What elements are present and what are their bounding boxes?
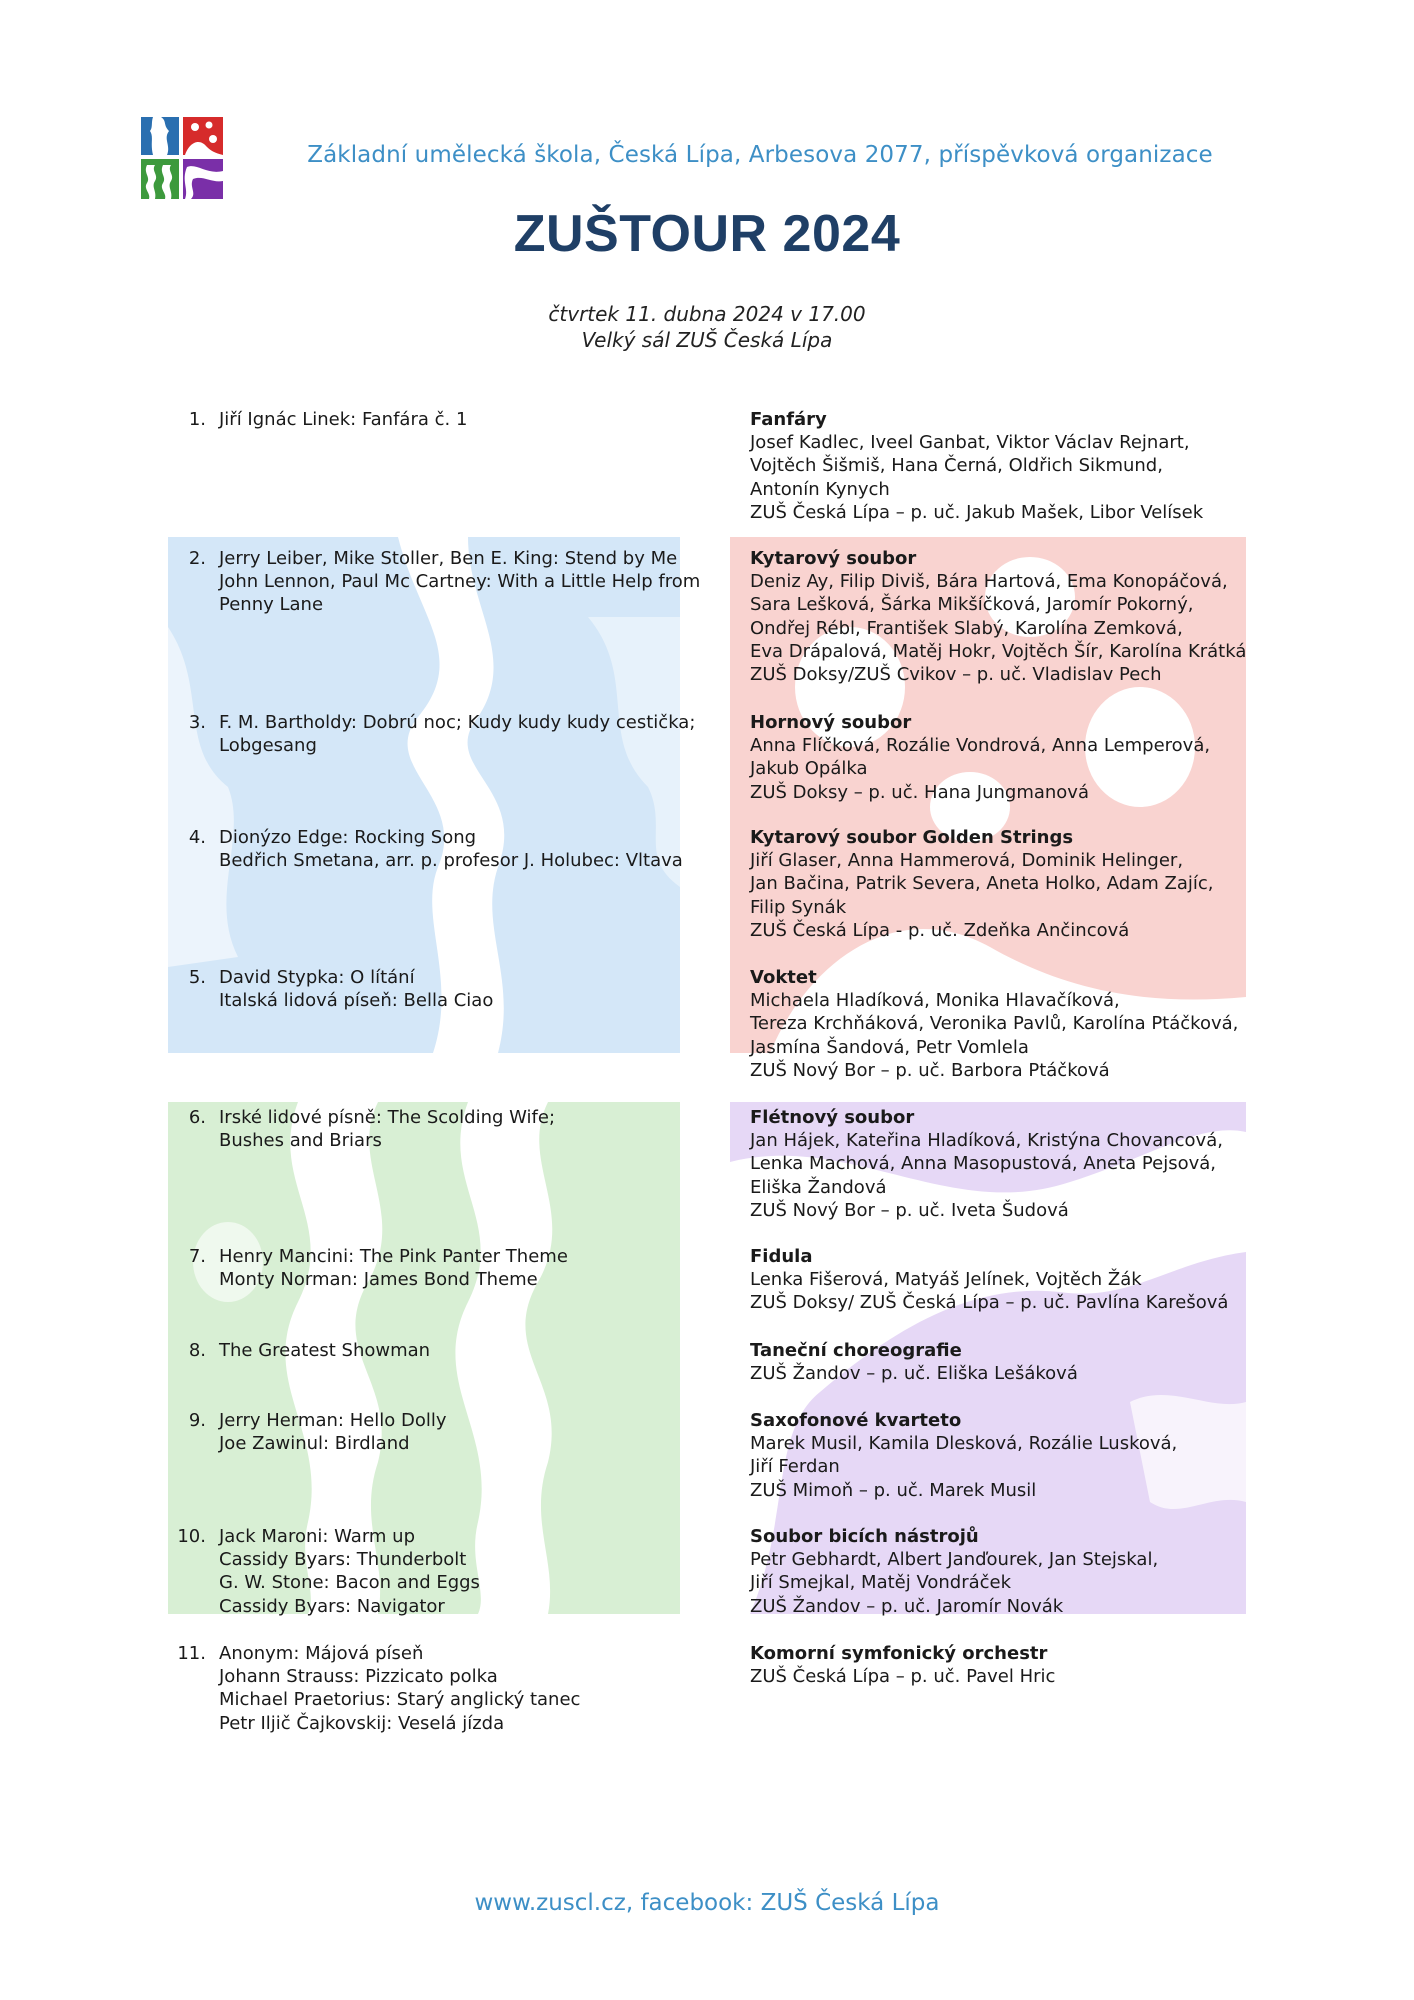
- performer-line: ZUŠ Nový Bor – p. uč. Iveta Šudová: [750, 1199, 1069, 1221]
- piece-line: G. W. Stone: Bacon and Eggs: [219, 1572, 480, 1594]
- piece-line: Petr Iljič Čajkovskij: Veselá jízda: [219, 1712, 505, 1734]
- program-item-number: 6.: [188, 1107, 206, 1128]
- performer-line: ZUŠ Česká Lípa - p. uč. Zdeňka Ančincová: [750, 919, 1130, 941]
- piece-line: Jiří Ignác Linek: Fanfára č. 1: [219, 409, 468, 430]
- performer-line: Jiří Glaser, Anna Hammerová, Dominik Helinger,: [750, 850, 1184, 872]
- program-item-pieces: [219, 1245, 719, 1291]
- program-item-number: 7.: [188, 1246, 206, 1267]
- ensemble-name: Soubor bicích nástrojů: [750, 1526, 979, 1547]
- performer-line: Anna Flíčková, Rozálie Vondrová, Anna Lemperová,: [750, 735, 1211, 757]
- piece-line: Dionýzo Edge: Rocking Song: [219, 827, 477, 848]
- performer-line: Lenka Machová, Anna Masopustová, Aneta Pejsová,: [750, 1153, 1216, 1175]
- performer-line: Ondřej Rébl, František Slabý, Karolína Zemková,: [750, 617, 1183, 639]
- performer-line: ZUŠ Žandov – p. uč. Eliška Lešáková: [750, 1363, 1078, 1385]
- ensemble-name: Hornový soubor: [750, 712, 912, 733]
- performer-line: ZUŠ Doksy – p. uč. Hana Jungmanová: [750, 781, 1089, 803]
- piece-line: Lobgesang: [219, 735, 317, 757]
- piece-line: Monty Norman: James Bond Theme: [219, 1269, 538, 1291]
- school-name: Základní umělecká škola, Česká Lípa, Arbesova 2077, příspěvková organizace: [307, 142, 1213, 168]
- program-item-performers: [750, 826, 1270, 942]
- performer-line: Marek Musil, Kamila Dlesková, Rozálie Lusková,: [750, 1433, 1178, 1455]
- piece-line: Johann Strauss: Pizzicato polka: [219, 1666, 498, 1688]
- performer-line: ZUŠ Česká Lípa – p. uč. Jakub Mašek, Libor Velísek: [750, 501, 1204, 523]
- school-logo: [141, 117, 223, 199]
- program-item-pieces: [219, 966, 719, 1012]
- piece-line: Penny Lane: [219, 594, 324, 616]
- program-item-performers: [750, 1525, 1270, 1618]
- piece-line: John Lennon, Paul Mc Cartney: With a Little Help from: [219, 571, 701, 593]
- piece-line: Jerry Leiber, Mike Stoller, Ben E. King: Stend by Me: [219, 548, 678, 569]
- performer-line: Josef Kadlec, Iveel Ganbat, Viktor Václav Rejnart,: [750, 432, 1190, 454]
- program-item-number: 11.: [177, 1643, 206, 1664]
- piece-line: David Stypka: O lítání: [219, 967, 415, 988]
- performer-line: Lenka Fišerová, Matyáš Jelínek, Vojtěch Žák: [750, 1269, 1142, 1291]
- logo-purple-dance-icon: [183, 159, 223, 199]
- performer-line: Jasmína Šandová, Petr Vomlela: [750, 1036, 1029, 1058]
- program-item-performers: [750, 547, 1270, 686]
- performer-line: Eva Drápalová, Matěj Hokr, Vojtěch Šír, Karolína Krátká: [750, 640, 1247, 662]
- event-venue: Velký sál ZUŠ Česká Lípa: [581, 328, 833, 352]
- program-item-performers: [750, 408, 1270, 524]
- program-item-performers: [750, 966, 1270, 1082]
- performer-line: Eliška Žandová: [750, 1176, 887, 1198]
- program-item-performers: [750, 1642, 1270, 1688]
- program-item-number: 1.: [188, 409, 206, 430]
- ensemble-name: Flétnový soubor: [750, 1107, 915, 1128]
- program-item-pieces: [219, 547, 719, 617]
- program-item-pieces: [219, 1642, 719, 1735]
- program-item-number: 5.: [188, 967, 206, 988]
- ensemble-name: Kytarový soubor Golden Strings: [750, 827, 1074, 848]
- program-item-performers: [750, 1339, 1270, 1385]
- program-item-number: 2.: [188, 548, 206, 569]
- performer-line: Jakub Opálka: [750, 758, 868, 780]
- piece-line: Cassidy Byars: Navigator: [219, 1595, 445, 1617]
- performer-line: ZUŠ Žandov – p. uč. Jaromír Novák: [750, 1595, 1064, 1617]
- program-item-pieces: [219, 1339, 719, 1362]
- ensemble-name: Kytarový soubor: [750, 548, 917, 569]
- performer-line: Vojtěch Šišmiš, Hana Černá, Oldřich Sikmund,: [750, 455, 1163, 477]
- piece-line: Cassidy Byars: Thunderbolt: [219, 1549, 467, 1571]
- performer-line: ZUŠ Česká Lípa – p. uč. Pavel Hric: [750, 1666, 1056, 1688]
- performer-line: Antonín Kynych: [750, 478, 890, 500]
- piece-line: Irské lidové písně: The Scolding Wife;: [219, 1107, 556, 1128]
- piece-line: Anonym: Májová píseň: [219, 1643, 424, 1664]
- piece-line: The Greatest Showman: [219, 1340, 431, 1361]
- footer-contact: www.zuscl.cz, facebook: ZUŠ Česká Lípa: [474, 1890, 940, 1916]
- performer-line: Jan Bačina, Patrik Severa, Aneta Holko, Adam Zajíc,: [750, 873, 1214, 895]
- program-item-number: 3.: [188, 712, 206, 733]
- performer-line: ZUŠ Nový Bor – p. uč. Barbora Ptáčková: [750, 1059, 1110, 1081]
- performer-line: ZUŠ Doksy/ZUŠ Cvikov – p. uč. Vladislav Pech: [750, 664, 1162, 686]
- logo-green-masks-icon: [141, 159, 179, 199]
- ensemble-name: Saxofonové kvarteto: [750, 1410, 962, 1431]
- performer-line: Tereza Krchňáková, Veronika Pavlů, Karolína Ptáčková,: [750, 1013, 1239, 1035]
- performer-line: ZUŠ Doksy/ ZUŠ Česká Lípa – p. uč. Pavlína Karešová: [750, 1292, 1229, 1314]
- program-item-number: 10.: [177, 1526, 206, 1547]
- program-item-pieces: [219, 711, 719, 757]
- program-item-performers: [750, 1106, 1270, 1222]
- performer-line: Sara Lešková, Šárka Mikšíčková, Jaromír Pokorný,: [750, 594, 1194, 616]
- program-item-pieces: [219, 1409, 719, 1455]
- ensemble-name: Voktet: [750, 967, 817, 988]
- program-item-pieces: [219, 408, 719, 431]
- piece-line: Henry Mancini: The Pink Panter Theme: [219, 1246, 568, 1267]
- program-item-performers: [750, 711, 1270, 804]
- program-item-performers: [750, 1409, 1270, 1502]
- program-item-number: 9.: [188, 1410, 206, 1431]
- program-item-performers: [750, 1245, 1270, 1315]
- piece-line: Jerry Herman: Hello Dolly: [219, 1410, 447, 1431]
- program-item-pieces: [219, 1525, 719, 1618]
- ensemble-name: Fanfáry: [750, 409, 827, 430]
- logo-red-palette-icon: [183, 117, 223, 155]
- performer-line: Jiří Smejkal, Matěj Vondráček: [750, 1572, 1012, 1594]
- performer-line: Petr Gebhardt, Albert Janďourek, Jan Stejskal,: [750, 1549, 1159, 1571]
- program-item-number: 4.: [188, 827, 206, 848]
- logo-blue-mask-icon: [141, 117, 179, 155]
- program-item-pieces: [219, 826, 719, 872]
- performer-line: Michaela Hladíková, Monika Hlavačíková,: [750, 990, 1120, 1012]
- piece-line: Bedřich Smetana, arr. p. profesor J. Holubec: Vltava: [219, 850, 683, 872]
- page-title: ZUŠTOUR 2024: [513, 205, 901, 263]
- piece-line: Italská lidová píseň: Bella Ciao: [219, 990, 494, 1012]
- ensemble-name: Taneční choreografie: [750, 1340, 962, 1361]
- performer-line: Filip Synák: [750, 896, 847, 918]
- performer-line: Jan Hájek, Kateřina Hladíková, Kristýna Chovancová,: [750, 1130, 1223, 1152]
- piece-line: Michael Praetorius: Starý anglický tanec: [219, 1689, 581, 1711]
- piece-line: Joe Zawinul: Birdland: [219, 1433, 410, 1455]
- ensemble-name: Komorní symfonický orchestr: [750, 1643, 1048, 1664]
- program-item-number: 8.: [188, 1340, 206, 1361]
- piece-line: Jack Maroni: Warm up: [219, 1526, 416, 1547]
- program-item-pieces: [219, 1106, 719, 1152]
- performer-line: ZUŠ Mimoň – p. uč. Marek Musil: [750, 1479, 1037, 1501]
- performer-line: Deniz Ay, Filip Diviš, Bára Hartová, Ema Konopáčová,: [750, 571, 1228, 593]
- event-date-time: čtvrtek 11. dubna 2024 v 17.00: [548, 302, 866, 326]
- piece-line: F. M. Bartholdy: Dobrú noc; Kudy kudy kudy cestička;: [219, 712, 696, 733]
- performer-line: Jiří Ferdan: [750, 1456, 840, 1478]
- piece-line: Bushes and Briars: [219, 1130, 382, 1152]
- ensemble-name: Fidula: [750, 1246, 813, 1267]
